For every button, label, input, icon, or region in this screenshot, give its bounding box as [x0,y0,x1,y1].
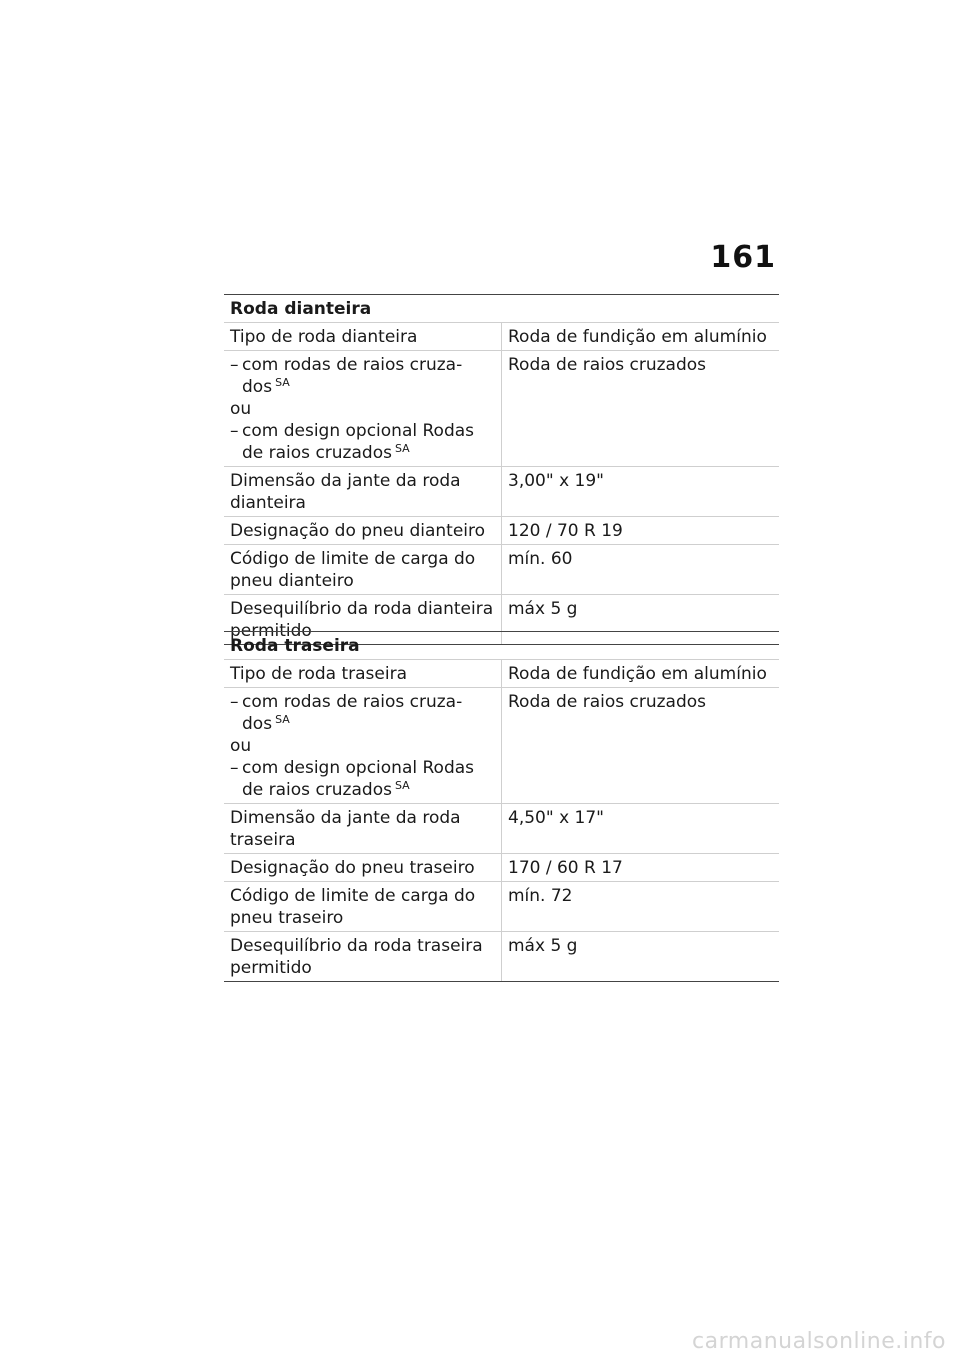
spec-value: máx 5 g [502,932,780,982]
table-row [224,688,779,804]
spec-value: Roda de fundição em alumínio [502,323,780,351]
spec-label-options [224,688,502,804]
sa-marker: SA [394,442,410,455]
spec-value: Roda de raios cruzados [502,351,780,467]
option-line: – com rodas de raios cruza- dos $^{SA}$ [230,355,463,397]
table-row [224,517,779,545]
section-title: Roda dianteira [224,294,779,322]
watermark: carmanualsonline.info [692,1329,946,1354]
spec-label: Designação do pneu traseiro [224,854,502,882]
section-title: Roda traseira [224,631,779,659]
table-row [224,854,779,882]
page-number: 161 [710,240,776,275]
spec-value: 3,00" x 19" [502,467,780,517]
spec-label: Dimensão da jante da roda dianteira [224,467,502,517]
spec-value: 4,50" x 17" [502,804,780,854]
sa-marker: SA [275,376,290,389]
table-row [224,882,779,932]
sa-marker: SA [275,713,290,726]
option-line: – com rodas de raios cruza- dos $^{SA}$ [230,692,463,734]
sa-marker: SA [394,779,410,792]
spec-label: Código de limite de carga do pneu dianteiro [224,545,502,595]
spec-value: máx 5 g [502,595,780,645]
spec-label: Desequilíbrio da roda traseira permitido [224,932,502,982]
spec-value: mín. 60 [502,545,780,595]
option-line: – com design opcional Rodas de raios cruzados $^{SA}$ [230,758,475,800]
spec-table [224,659,779,982]
spec-value: 170 / 60 R 17 [502,854,780,882]
spec-value: mín. 72 [502,882,780,932]
table-row [224,804,779,854]
spec-value: Roda de fundição em alumínio [502,660,780,688]
or-text: ou [230,736,252,756]
table-row [224,932,779,982]
table-row [224,660,779,688]
table-row [224,351,779,467]
rear-wheel-section [224,631,779,982]
option-line: – com design opcional Rodas de raios cruzados $^{SA}$ [230,421,475,463]
spec-label: Tipo de roda traseira [224,660,502,688]
table-row [224,467,779,517]
spec-value: Roda de raios cruzados [502,688,780,804]
spec-label: Tipo de roda dianteira [224,323,502,351]
table-row [224,545,779,595]
front-wheel-section [224,294,779,645]
spec-label: Dimensão da jante da roda traseira [224,804,502,854]
spec-label-options [224,351,502,467]
spec-table [224,322,779,645]
spec-label: Código de limite de carga do pneu traseiro [224,882,502,932]
spec-label: Desequilíbrio da roda dianteira permitido [224,595,502,645]
spec-value: 120 / 70 R 19 [502,517,780,545]
or-text: ou [230,399,252,419]
table-row [224,323,779,351]
spec-label: Designação do pneu dianteiro [224,517,502,545]
